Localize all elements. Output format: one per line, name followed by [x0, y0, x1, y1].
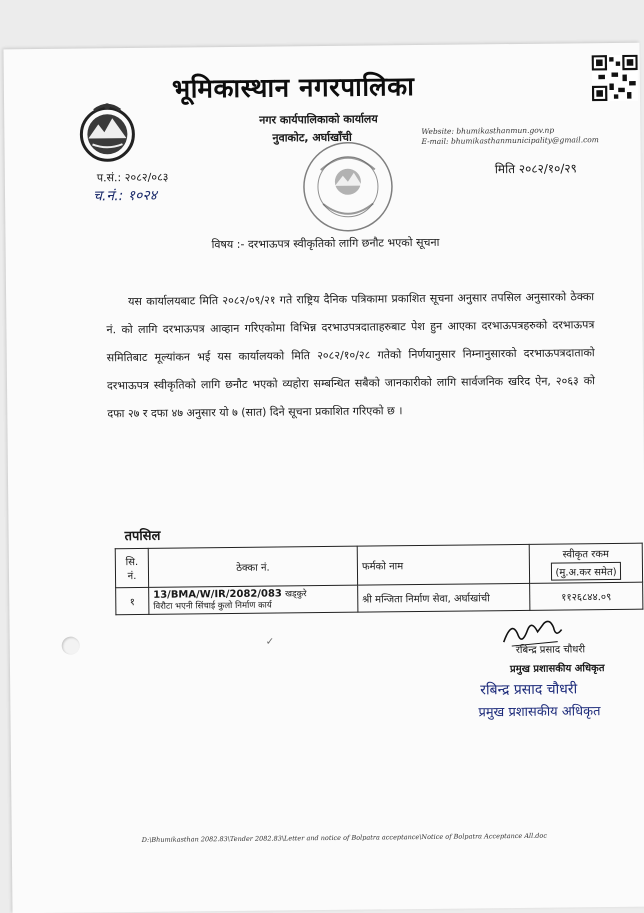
- notice-body: यस कार्यालयबाट मिति २०८२/०९/२१ गते राष्ट्रिय दैनिक पत्रिकामा प्रकाशित सूचना अनुसार तपसिल अनुसारको ठेक्का नं. को लागि दरभाऊपत्र आव्हान गरिएकोमा विभिन्न दरभाउपत्रदाताहरुबाट पेश हुन आएका दरभाऊपत्रहरुको दरभाऊपत्र समितिबाट मूल्यांकन भई यस कार्यालयको मिति २०८२/१०/२८ गतेको निर्णयानुसार निम्नानुसारको दरभाऊपत्रदाताको दरभाऊपत्र स्वीकृतिको लागि छनौट भएको व्यहोरा सम्बन्धित सबैको जानकारीको लागि सार्वजनिक खरिद ऐन, २०६३ को दफा २७ र दफा ४७ अनुसार यो ७ (सात) दिने सूचना प्रकाशित गरिएको छ ।: [106, 290, 596, 421]
- reference-number: प.सं.: २०८२/०८३: [96, 170, 169, 185]
- punch-hole: [62, 637, 80, 655]
- details-heading: तपसिल: [124, 528, 161, 545]
- signatory-name: रबिन्द्र प्रसाद चौधरी: [515, 644, 586, 657]
- contract-desc-1: खड्कुरे: [285, 589, 307, 600]
- table-header-row: [115, 543, 642, 588]
- cell-contract: [149, 585, 358, 614]
- dispatch-number: च.नं.: १०२४: [92, 187, 157, 205]
- header-sn: सि. नं.: [115, 548, 148, 587]
- pen-mark: ✓: [265, 636, 275, 648]
- document-sheet: [3, 43, 644, 913]
- acceptance-table: [115, 543, 644, 616]
- email-text: E-mail: bhumikasthanmunicipality@gmail.com: [421, 135, 599, 146]
- office-address: नुवाकोट, अर्घाखाँची: [272, 130, 352, 145]
- header-amount-label: स्वीकृत रकम: [562, 549, 610, 561]
- file-path-footer: D:\Bhumikasthan 2082.83\Tender 2082.83\Letter and notice of Bolpatra acceptance\Notice of Bolpatra Acceptance All.doc: [141, 831, 547, 844]
- subject-line: विषय :- दरभाऊपत्र स्वीकृतिको लागि छनौट भएको सूचना: [211, 235, 440, 252]
- office-subtitle: नगर कार्यपालिकाको कार्यालय: [259, 112, 378, 127]
- qr-code-icon: [592, 55, 638, 101]
- header-contract: ठेक्का नं.: [148, 546, 357, 587]
- header-amount: [529, 543, 642, 583]
- cell-amount: ११२६८४४.०९: [530, 582, 643, 610]
- signatory-post: प्रमुख प्रशासकीय अधिकृत: [509, 663, 605, 676]
- cell-firm: श्री मन्जिता निर्माण सेवा, अर्घाखांची: [358, 583, 530, 612]
- office-seal-icon: [300, 139, 395, 234]
- contract-desc-2: विरौटा भएनी सिंचाई कुलो निर्माण कार्य: [153, 600, 272, 612]
- stamp-name: रबिन्द्र प्रसाद चौधरी: [480, 681, 578, 699]
- contact-info: [421, 125, 599, 147]
- cell-sn: १: [116, 587, 149, 614]
- contract-code: 13/BMA/W/IR/2082/083: [153, 588, 282, 601]
- website-text: Website: bhumikasthanmun.gov.np: [421, 125, 555, 136]
- header-amount-note: (मु.अ.कर समेत): [551, 562, 620, 581]
- nepal-emblem-icon: [74, 98, 141, 165]
- municipality-title: भूमिकास्थान नगरपालिका: [171, 72, 415, 105]
- table-row: [116, 582, 643, 615]
- stamp-post: प्रमुख प्रशासकीय अधिकृत: [478, 704, 601, 721]
- header-firm: फर्मको नाम: [357, 544, 529, 585]
- letter-date: मिति २०८२/१०/२९: [494, 161, 577, 177]
